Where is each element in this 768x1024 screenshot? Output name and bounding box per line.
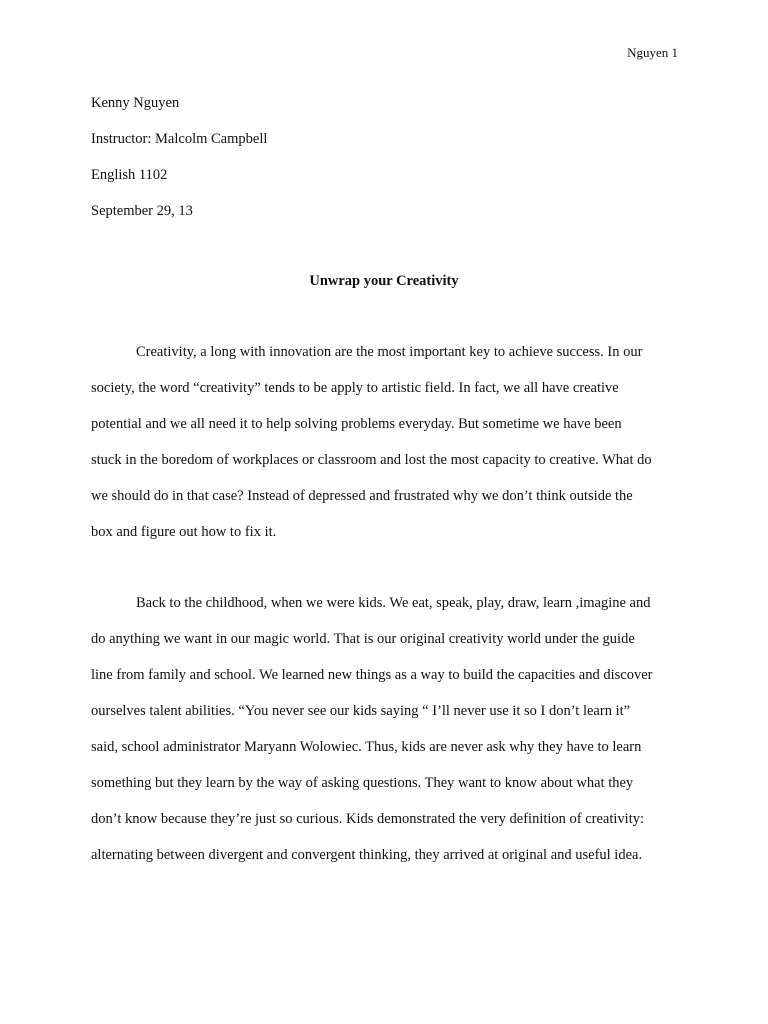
paragraph-line: line from family and school. We learned new things as a way to build the capacities and discover	[91, 667, 653, 683]
paragraph-line: potential and we all need it to help solving problems everyday. But sometime we have been	[91, 416, 622, 432]
paragraph-line: said, school administrator Maryann Wolowiec. Thus, kids are never ask why they have to learn	[91, 739, 642, 755]
paragraph-line: box and figure out how to fix it.	[91, 524, 277, 540]
paragraph-1	[91, 342, 652, 558]
paragraph-line: do anything we want in our magic world. That is our original creativity world under the guide	[91, 631, 635, 647]
essay-title: Unwrap your Creativity	[309, 273, 459, 289]
paragraph-line: don’t know because they’re just so curious. Kids demonstrated the very definition of creativity:	[91, 811, 645, 827]
paragraph-line: alternating between divergent and convergent thinking, they arrived at original and useful idea.	[91, 847, 643, 863]
paragraph-line: Back to the childhood, when we were kids. We eat, speak, play, draw, learn ,imagine and	[136, 595, 651, 611]
paragraph-line: something but they learn by the way of asking questions. They want to know about what they	[91, 775, 634, 791]
paragraph-line: society, the word “creativity” tends to be apply to artistic field. In fact, we all have creative	[91, 380, 619, 396]
heading-block	[91, 93, 267, 237]
paragraph-line: ourselves talent abilities. “You never see our kids saying “ I’ll never use it so I don’t learn it”	[91, 703, 631, 719]
paragraph-line: stuck in the boredom of workplaces or classroom and lost the most capacity to creative. What do	[91, 452, 652, 468]
author-name: Kenny Nguyen	[91, 95, 180, 111]
instructor-name: Instructor: Malcolm Campbell	[91, 131, 268, 147]
paragraph-line: we should do in that case? Instead of depressed and frustrated why we don’t think outside the	[91, 488, 633, 504]
running-head: Nguyen 1	[627, 45, 678, 60]
course-name: English 1102	[91, 167, 168, 183]
paragraph-2	[91, 593, 652, 881]
document-date: September 29, 13	[91, 203, 193, 219]
paragraph-line: Creativity, a long with innovation are the most important key to achieve success. In our	[136, 344, 643, 360]
